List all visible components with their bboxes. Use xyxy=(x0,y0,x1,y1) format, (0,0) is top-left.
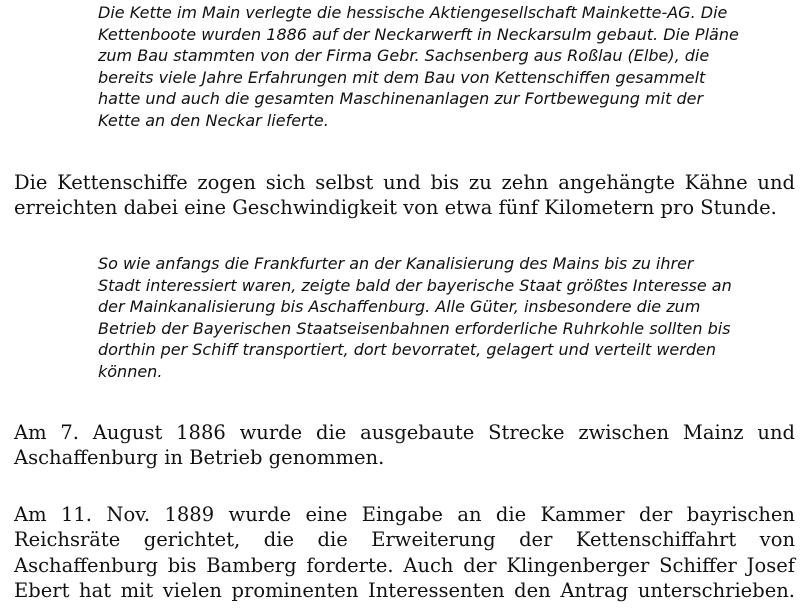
quote-line: zum Bau stammten von der Firma Gebr. Sachsenberg aus Roßlau (Elbe), die xyxy=(98,46,710,66)
quote-line: Stadt interessiert waren, zeigte bald der bayerische Staat größtes Interesse an xyxy=(98,275,732,295)
paragraph-line: erreichten dabei eine Geschwindigkeit von etwa fünf Kilometern pro Stunde. xyxy=(14,196,777,220)
quote-line: hatte und auch die gesamten Maschinenanlagen zur Fortbewegung mit der xyxy=(98,89,704,109)
quote-line: Kette an den Neckar lieferte. xyxy=(98,110,329,130)
block-quote-kanalisierung xyxy=(98,253,732,383)
paragraph-line: Ebert hat mit vielen prominenten Interessenten den Antrag unterschrieben. xyxy=(14,578,795,602)
quote-line: So wie anfangs die Frankfurter an der Kanalisierung des Mains bis zu ihrer xyxy=(98,254,694,273)
paragraph-line: Die Kettenschiffe zogen sich selbst und bis zu zehn angehängte Kähne und xyxy=(14,171,795,194)
block-quote-mainkette xyxy=(98,2,739,132)
quote-line: Kettenboote wurden 1886 auf der Neckarwerft in Neckarsulm gebaut. Die Pläne xyxy=(98,24,739,44)
paragraph-strecke-1886 xyxy=(14,420,795,471)
quote-line: Betrieb der Bayerischen Staatseisenbahnen erforderliche Ruhrkohle sollten bis xyxy=(98,318,731,338)
quote-line: dorthin per Schiff transportiert, dort bevorratet, gelagert und verteilt werden xyxy=(98,340,716,360)
paragraph-line: Reichsräte gerichtet, die die Erweiterung der Kettenschiffahrt von xyxy=(14,528,795,552)
quote-line: können. xyxy=(98,361,163,381)
paragraph-line: Am 11. Nov. 1889 wurde eine Eingabe an die Kammer der bayrischen xyxy=(14,503,795,526)
quote-line: bereits viele Jahre Erfahrungen mit dem Bau von Kettenschiffen gesammelt xyxy=(98,67,706,87)
paragraph-line: Aschaffenburg in Betrieb genommen. xyxy=(14,446,385,470)
paragraph-kettenschiffe xyxy=(14,170,795,221)
paragraph-eingabe-1889 xyxy=(14,502,795,603)
paragraph-line: Aschaffenburg bis Bamberg forderte. Auch der Klingenberger Schiffer Josef xyxy=(14,553,795,577)
quote-line: der Mainkanalisierung bis Aschaffenburg. Alle Güter, insbesondere die zum xyxy=(98,297,701,317)
quote-line: Die Kette im Main verlegte die hessische Aktiengesellschaft Mainkette-AG. Die xyxy=(98,3,728,22)
paragraph-line: Am 7. August 1886 wurde die ausgebaute Strecke zwischen Mainz und xyxy=(14,421,795,444)
